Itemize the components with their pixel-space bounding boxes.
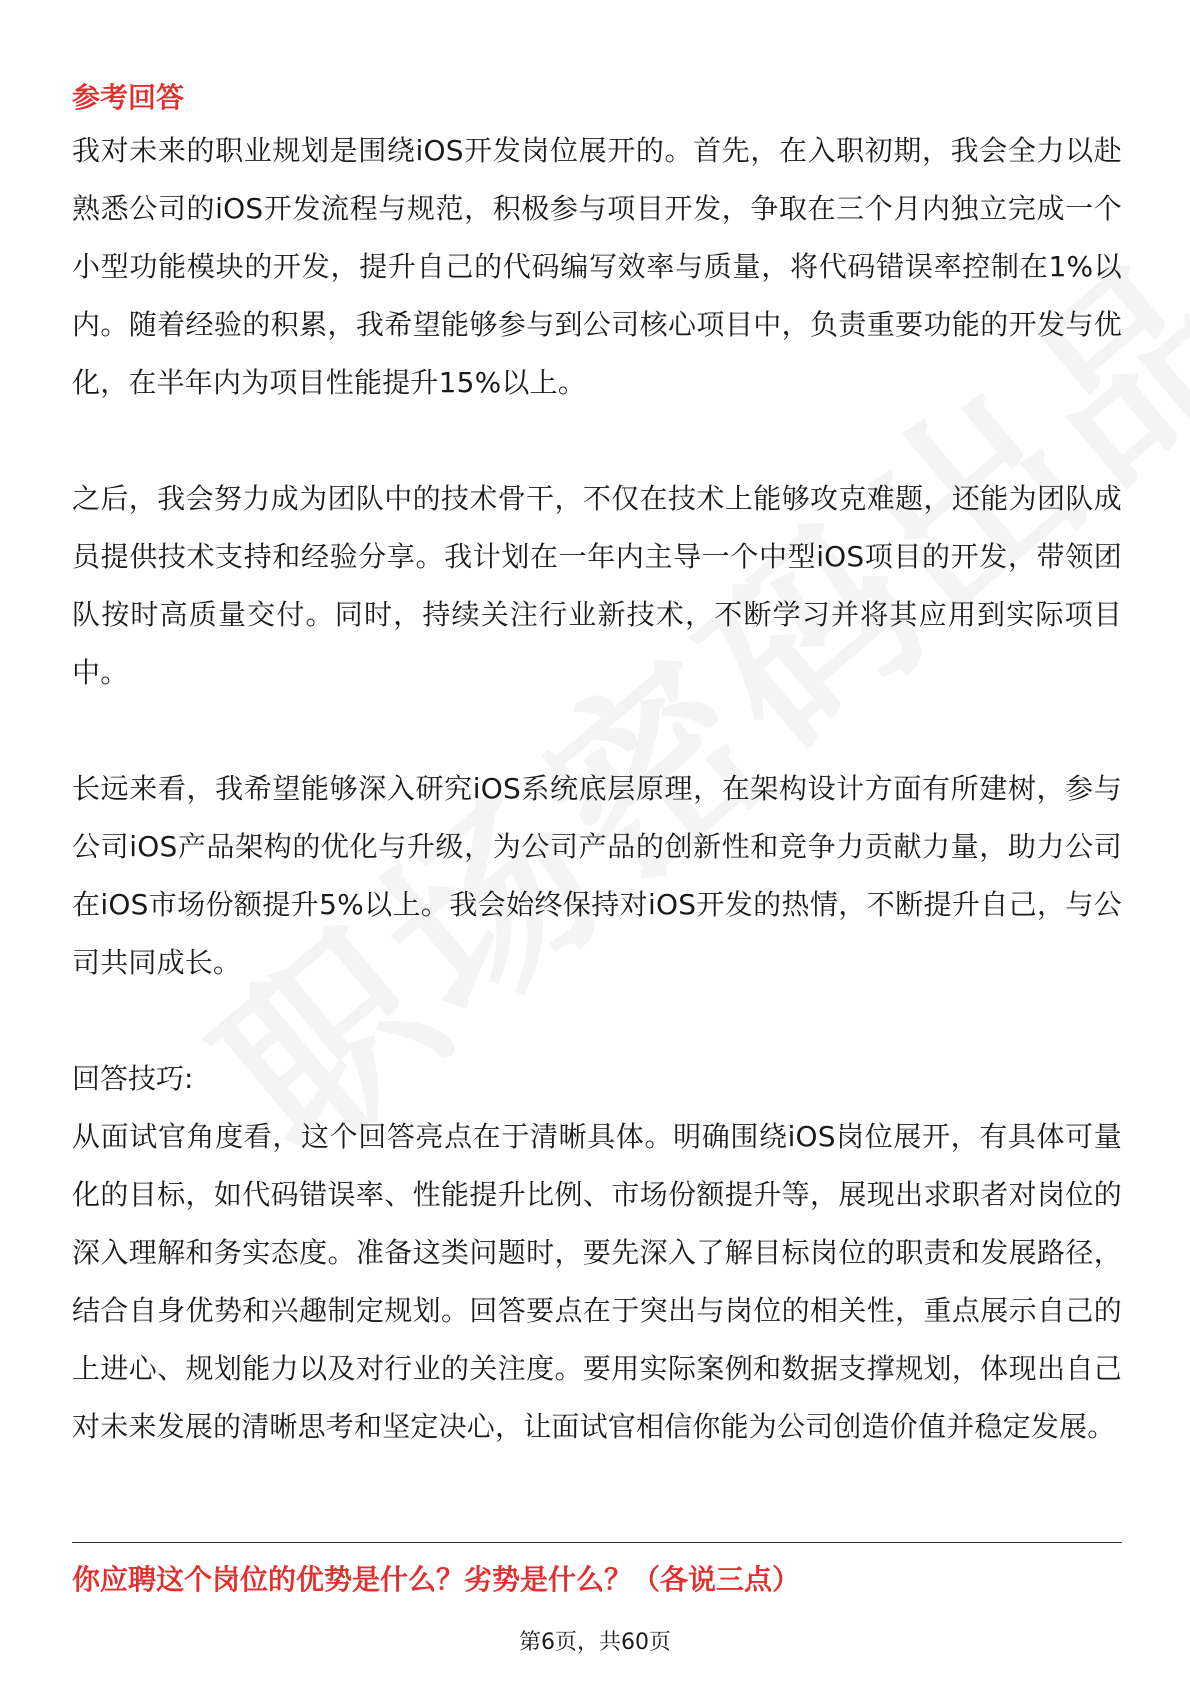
section-divider — [72, 1542, 1122, 1543]
paragraph-spacer — [72, 992, 1122, 1050]
main-content — [72, 74, 1122, 1456]
paragraph-spacer — [72, 702, 1122, 760]
paragraph-spacer — [72, 412, 1122, 470]
answer-paragraph-3: 长远来看，我希望能够深入研究iOS系统底层原理，在架构设计方面有所建树，参与公司iOS产品架构的优化与升级，为公司产品的创新性和竞争力贡献力量，助力公司在iOS市场份额提升5%以上。我会始终保持对iOS开发的热情，不断提升自己，与公司共同成长。 — [72, 772, 1122, 979]
next-question-title: 你应聘这个岗位的优势是什么？劣势是什么？（各说三点） — [72, 1563, 801, 1596]
answer-section-title: 参考回答 — [72, 81, 185, 114]
tips-paragraph: 从面试官角度看，这个回答亮点在于清晰具体。明确围绕iOS岗位展开，有具体可量化的目标，如代码错误率、性能提升比例、市场份额提升等，展现出求职者对岗位的深入理解和务实态度。准备这类问题时，要先深入了解目标岗位的职责和发展路径，结合自身优势和兴趣制定规划。回答要点在于突出与岗位的相关性，重点展示自己的上进心、规划能力以及对行业的关注度。要用实际案例和数据支撑规划，体现出自己对未来发展的清晰思考和坚定决心，让面试官相信你能为公司创造价值并稳定发展。 — [72, 1120, 1122, 1443]
page-number: 第6页，共60页 — [519, 1630, 671, 1655]
answer-paragraph-1: 我对未来的职业规划是围绕iOS开发岗位展开的。首先，在入职初期，我会全力以赴熟悉公司的iOS开发流程与规范，积极参与项目开发，争取在三个月内独立完成一个小型功能模块的开发，提升自己的代码编写效率与质量，将代码错误率控制在1%以内。随着经验的积累，我希望能够参与到公司核心项目中，负责重要功能的开发与优化，在半年内为项目性能提升15%以上。 — [72, 134, 1122, 399]
answer-paragraph-2: 之后，我会努力成为团队中的技术骨干，不仅在技术上能够攻克难题，还能为团队成员提供技术支持和经验分享。我计划在一年内主导一个中型iOS项目的开发，带领团队按时高质量交付。同时，持续关注行业新技术，不断学习并将其应用到实际项目中。 — [72, 482, 1122, 689]
tips-label: 回答技巧: — [72, 1062, 194, 1095]
